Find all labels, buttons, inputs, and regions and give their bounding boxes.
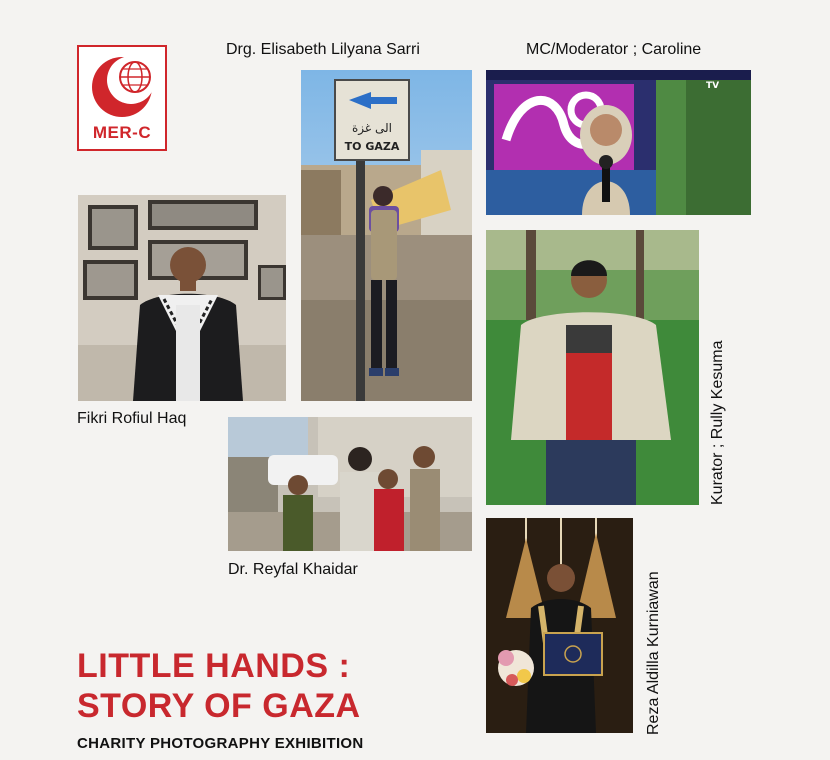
mer-c-logo — [77, 45, 167, 151]
sign-english: TO GAZA — [344, 140, 400, 153]
exhibition-title — [77, 646, 361, 726]
title-line-2: STORY OF GAZA — [77, 687, 361, 725]
photo-rully — [486, 230, 699, 505]
exhibition-subtitle: CHARITY PHOTOGRAPHY EXHIBITION — [77, 735, 364, 752]
caption-fikri: Fikri Rofiul Haq — [77, 410, 187, 427]
logo-text: MER-C — [92, 123, 152, 142]
photo-reyfal — [228, 417, 472, 551]
caption-elisabeth: Drg. Elisabeth Lilyana Sarri — [226, 41, 420, 58]
caption-reyfal: Dr. Reyfal Khaidar — [228, 561, 358, 578]
sign-arabic: الى غزة — [352, 121, 392, 135]
photo-elisabeth — [301, 70, 472, 401]
caption-rully: Kurator ; Rully Kesuma — [709, 340, 726, 505]
photo-reza — [486, 518, 633, 733]
crescent-globe-icon — [79, 47, 165, 123]
tv-logo: TV — [706, 81, 720, 91]
title-line-1: LITTLE HANDS : — [77, 647, 351, 685]
photo-fikri — [78, 195, 286, 401]
caption-reza: Reza Aldilla Kurniawan — [645, 571, 662, 735]
photo-caroline — [486, 70, 751, 215]
caption-caroline: MC/Moderator ; Caroline — [526, 41, 702, 58]
